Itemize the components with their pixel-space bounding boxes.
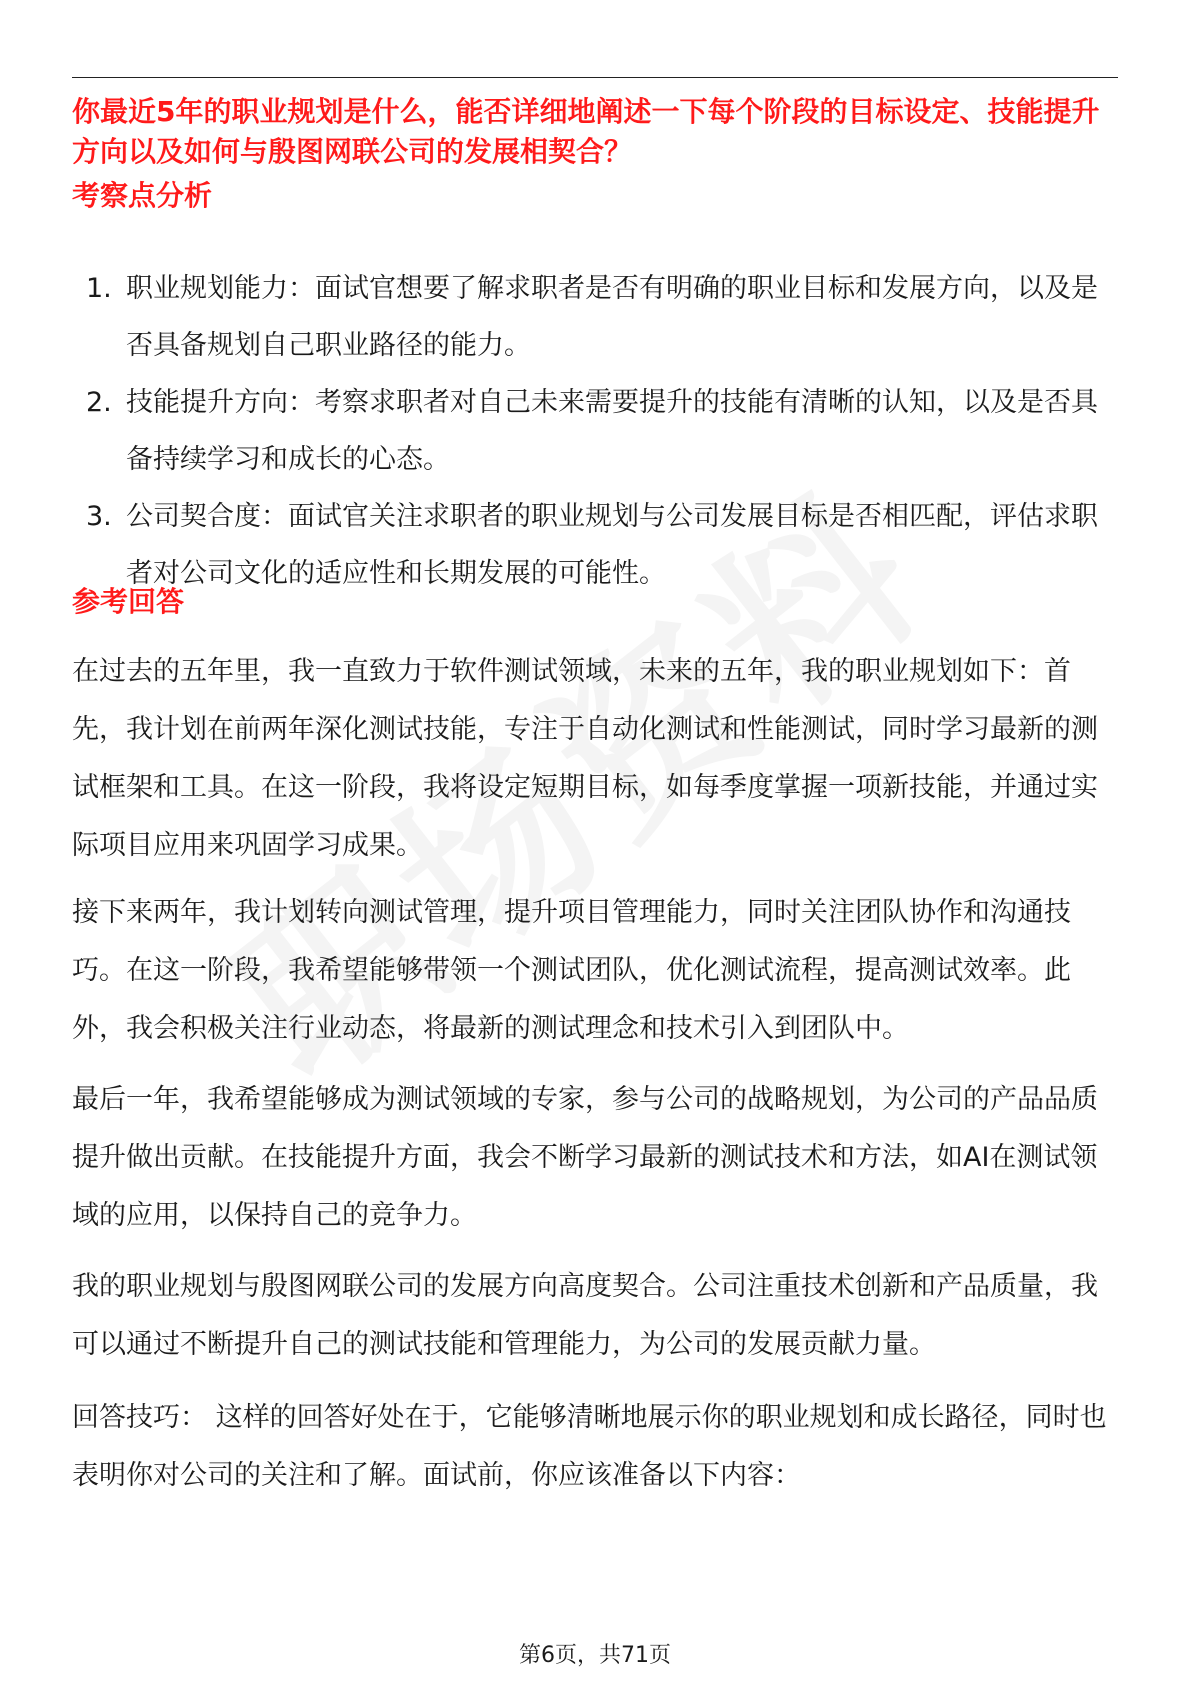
answer-paragraph: 在过去的五年里，我一直致力于软件测试领域，未来的五年，我的职业规划如下：首先，我计划在前两年深化测试技能，专注于自动化测试和性能测试，同时学习最新的测试框架和工具。在这一阶段，我将设定短期目标，如每季度掌握一项新技能，并通过实际项目应用来巩固学习成果。 — [72, 656, 1098, 861]
list-item-number: 1. — [86, 273, 112, 304]
answer-heading: 参考回答 — [72, 585, 185, 618]
analysis-heading: 考察点分析 — [72, 179, 213, 212]
list-item-text: 职业规划能力：面试官想要了解求职者是否有明确的职业目标和发展方向，以及是否具备规划自己职业路径的能力。 — [126, 273, 1098, 361]
list-item-number: 3. — [86, 501, 112, 532]
answer-tip-paragraph: 回答技巧： 这样的回答好处在于，它能够清晰地展示你的职业规划和成长路径，同时也表明你对公司的关注和了解。面试前，你应该准备以下内容： — [72, 1402, 1107, 1491]
list-item-number: 2. — [86, 387, 112, 418]
analysis-point-list — [72, 260, 1120, 602]
list-item — [72, 374, 1120, 488]
page-number: 第6页，共71页 — [519, 1643, 671, 1668]
list-item — [72, 488, 1120, 602]
list-item-text: 技能提升方向：考察求职者对自己未来需要提升的技能有清晰的认知，以及是否具备持续学习和成长的心态。 — [126, 387, 1098, 475]
answer-paragraph: 最后一年，我希望能够成为测试领域的专家，参与公司的战略规划，为公司的产品品质提升做出贡献。在技能提升方面，我会不断学习最新的测试技术和方法，如AI在测试领域的应用，以保持自己的竞争力。 — [72, 1084, 1098, 1231]
answer-paragraph: 我的职业规划与殷图网联公司的发展方向高度契合。公司注重技术创新和产品质量，我可以通过不断提升自己的测试技能和管理能力，为公司的发展贡献力量。 — [72, 1271, 1098, 1360]
list-item — [72, 260, 1120, 374]
question-title: 你最近5年的职业规划是什么，能否详细地阐述一下每个阶段的目标设定、技能提升方向以及如何与殷图网联公司的发展相契合？ — [72, 95, 1100, 168]
answer-paragraph: 接下来两年，我计划转向测试管理，提升项目管理能力，同时关注团队协作和沟通技巧。在这一阶段，我希望能够带领一个测试团队，优化测试流程，提高测试效率。此外，我会积极关注行业动态，将最新的测试理念和技术引入到团队中。 — [72, 897, 1071, 1044]
list-item-text: 公司契合度：面试官关注求职者的职业规划与公司发展目标是否相匹配，评估求职者对公司文化的适应性和长期发展的可能性。 — [126, 501, 1098, 589]
header-rule — [72, 77, 1118, 78]
